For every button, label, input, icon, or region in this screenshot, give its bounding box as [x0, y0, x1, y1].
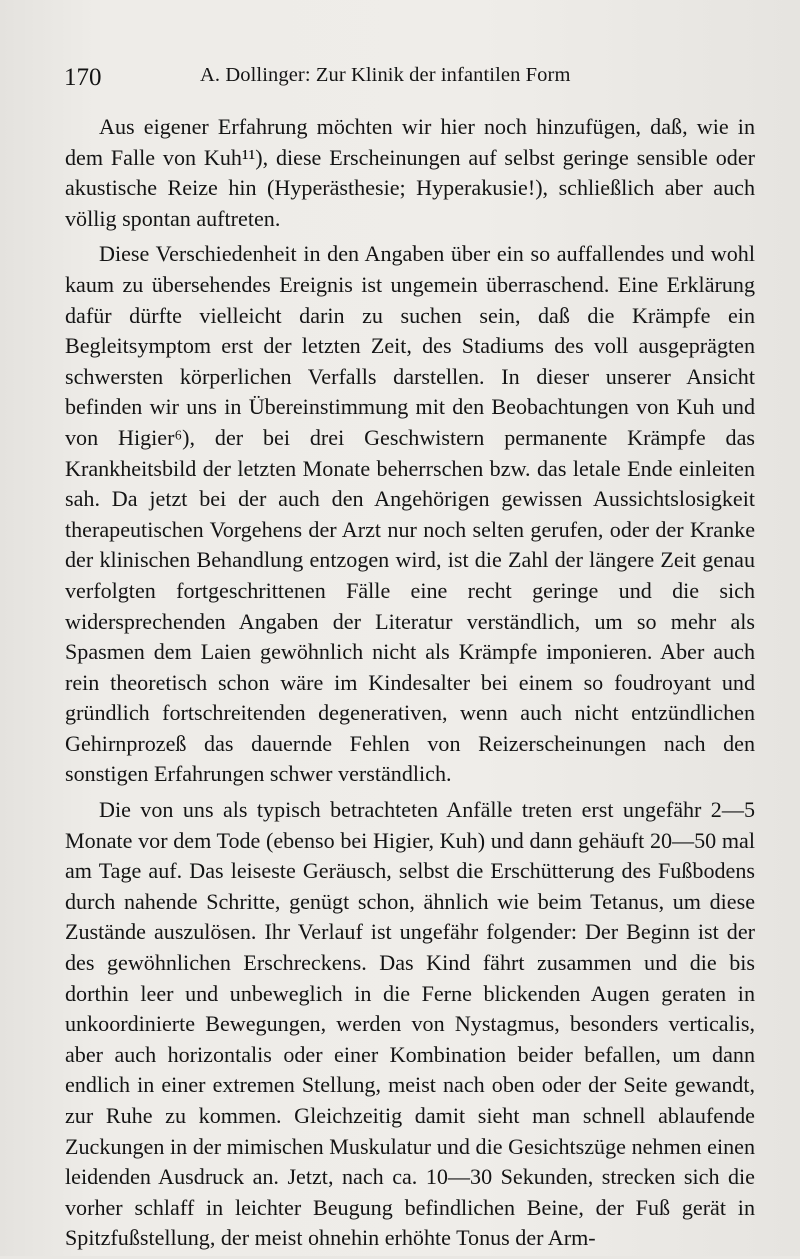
paragraph-2: Diese Verschiedenheit in den Angaben über ein so auffallendes und wohl kaum zu übersehendes Ereignis ist ungemein überraschend. Eine Erklärung dafür dürfte vielleicht darin zu suchen sein, daß die Krämpfe ein Begleitsymptom erst der letzten Zeit, des Stadiums des voll ausgeprägten schwersten körperlichen Verfalls darstellen. In dieser unserer Ansicht befinden wir uns in Übereinstimmung mit den Beobachtungen von Kuh und von Higier⁶), der bei drei Geschwistern permanente Krämpfe das Krankheitsbild der letzten Monate beherrschen bzw. das letale Ende einleiten sah. Da jetzt bei der auch den Angehörigen gewissen Aussichtslosigkeit therapeutischen Vorgehens der Arzt nur noch selten gerufen, oder der Kranke der klinischen Behandlung entzogen wird, ist die Zahl der längere Zeit genau verfolgten fortgeschrittenen Fälle eine recht geringe und die sich widersprechenden Angaben der Literatur verständlich, um so mehr als Spasmen dem Laien gewöhnlich nicht als Krämpfe imponieren. Aber auch rein theoretisch schon wäre im Kindesalter bei einem so foudroyant und gründlich fortschreitenden degenerativen, wenn auch nicht entzündlichen Gehirnprozeß das dauernde Fehlen von Reizerscheinungen nach den sonstigen Erfahrungen schwer verständlich. [65, 241, 755, 787]
paragraph-3: Die von uns als typisch betrachteten Anfälle treten erst ungefähr 2—5 Monate vor dem Tode (ebenso bei Higier, Kuh) und dann gehäuft 20—50 mal am Tage auf. Das leiseste Geräusch, selbst die Erschütterung des Fußbodens durch nahende Schritte, genügt schon, ähnlich wie beim Tetanus, um diese Zustände auszulösen. Ihr Verlauf ist ungefähr folgender: Der Beginn ist der des gewöhnlichen Erschreckens. Das Kind fährt zusammen und die bis dorthin leer und unbeweglich in die Ferne blickenden Augen geraten in unkoordinierte Bewegungen, werden von Nystagmus, besonders verticalis, aber auch horizontalis oder einer Kombination beider befallen, um dann endlich in einer extremen Stellung, meist nach oben oder der Seite gewandt, zur Ruhe zu kommen. Gleichzeitig damit sieht man schnell ablaufende Zuckungen in der mimischen Muskulatur und die Gesichtszüge nehmen einen leidenden Ausdruck an. Jetzt, nach ca. 10—30 Sekunden, strecken sich die vorher schlaff in leichter Beugung befindlichen Beine, der Fuß gerät in Spitzfußstellung, der meist ohnehin erhöhte Tonus der Arm- [65, 797, 755, 1251]
body-text [65, 112, 755, 1259]
paragraph-1: Aus eigener Erfahrung möchten wir hier noch hinzufügen, daß, wie in dem Falle von Kuh¹¹), diese Erscheinungen auf selbst geringe sensible oder akustische Reize hin (Hyperästhesie; Hyperakusie!), schließlich aber auch völlig spontan auftreten. [65, 114, 755, 231]
page-header [64, 62, 754, 96]
page-number: 170 [64, 64, 102, 91]
running-head: A. Dollinger: Zur Klinik der infantilen Form [200, 64, 571, 86]
